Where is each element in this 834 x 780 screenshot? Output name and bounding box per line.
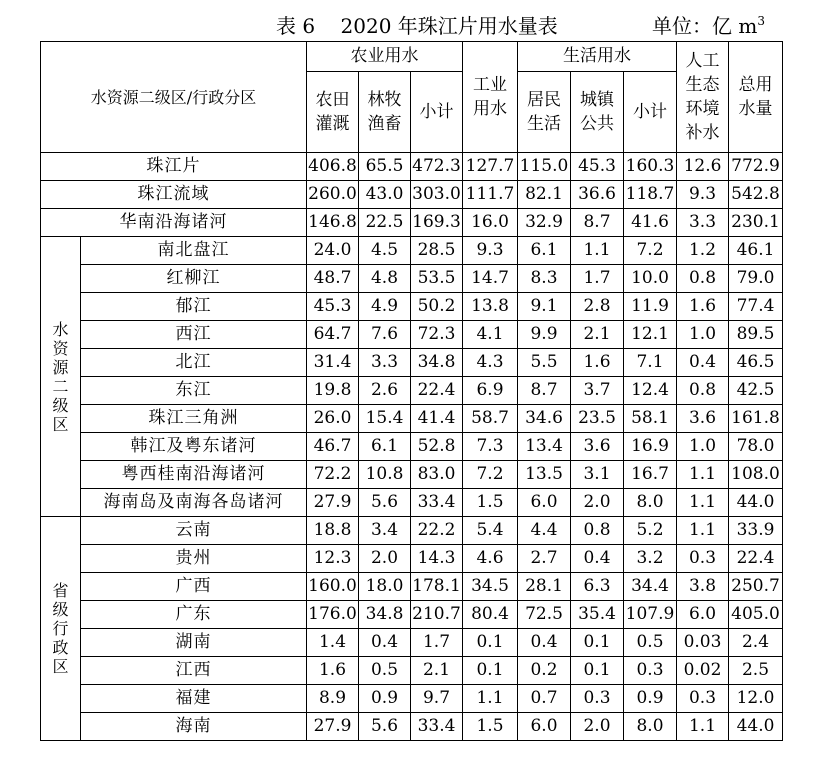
value-cell: 5.4 bbox=[463, 517, 518, 545]
value-cell: 4.5 bbox=[359, 237, 411, 265]
unit-label: 单位：亿 $m^3$ bbox=[652, 14, 765, 38]
value-cell: 16.0 bbox=[463, 209, 518, 237]
table-row bbox=[41, 657, 783, 685]
row-name: 广东 bbox=[81, 601, 307, 629]
value-cell: 45.3 bbox=[571, 153, 624, 181]
group-label-char: 资 bbox=[52, 338, 69, 358]
value-cell: 18.8 bbox=[307, 517, 359, 545]
value-cell: 11.9 bbox=[624, 293, 677, 321]
value-cell: 3.2 bbox=[624, 545, 677, 573]
header-line: 工业 bbox=[473, 75, 507, 95]
value-cell: 0.1 bbox=[571, 629, 624, 657]
header-line: 城镇 bbox=[580, 90, 614, 110]
value-cell: 1.2 bbox=[677, 237, 729, 265]
value-cell: 0.9 bbox=[359, 685, 411, 713]
value-cell: 80.4 bbox=[463, 601, 518, 629]
value-cell: 44.0 bbox=[729, 713, 783, 741]
value-cell: 44.0 bbox=[729, 489, 783, 517]
value-cell: 176.0 bbox=[307, 601, 359, 629]
value-cell: 4.1 bbox=[463, 321, 518, 349]
value-cell: 9.3 bbox=[677, 181, 729, 209]
table-row bbox=[41, 321, 783, 349]
row-name: 云南 bbox=[81, 517, 307, 545]
value-cell: 1.1 bbox=[677, 713, 729, 741]
group-label-char: 二 bbox=[52, 376, 69, 396]
value-cell: 5.6 bbox=[359, 713, 411, 741]
table-row bbox=[41, 405, 783, 433]
value-cell: 4.6 bbox=[463, 545, 518, 573]
value-cell: 6.0 bbox=[677, 601, 729, 629]
basin-group-label bbox=[41, 237, 81, 517]
value-cell: 77.4 bbox=[729, 293, 783, 321]
value-cell: 542.8 bbox=[729, 181, 783, 209]
agri-group-header: 农业用水 bbox=[307, 42, 463, 72]
value-cell: 16.7 bbox=[624, 461, 677, 489]
value-cell: 5.2 bbox=[624, 517, 677, 545]
row-name: 韩江及粤东诸河 bbox=[81, 433, 307, 461]
value-cell: 83.0 bbox=[411, 461, 463, 489]
row-name: 江西 bbox=[81, 657, 307, 685]
value-cell: 8.7 bbox=[518, 377, 571, 405]
header-line: 补水 bbox=[685, 123, 720, 143]
table-row bbox=[41, 265, 783, 293]
value-cell: 24.0 bbox=[307, 237, 359, 265]
value-cell: 1.0 bbox=[677, 321, 729, 349]
value-cell: 46.5 bbox=[729, 349, 783, 377]
value-cell: 42.5 bbox=[729, 377, 783, 405]
row-name: 东江 bbox=[81, 377, 307, 405]
value-cell: 6.0 bbox=[518, 713, 571, 741]
value-cell: 26.0 bbox=[307, 405, 359, 433]
value-cell: 2.0 bbox=[359, 545, 411, 573]
table-row bbox=[41, 545, 783, 573]
value-cell: 1.0 bbox=[677, 433, 729, 461]
value-cell: 13.5 bbox=[518, 461, 571, 489]
province-group-label bbox=[41, 517, 81, 741]
table-title: 表 6 2020 年珠江片用水量表 bbox=[276, 14, 558, 38]
value-cell: 12.3 bbox=[307, 545, 359, 573]
table-row bbox=[41, 573, 783, 601]
value-cell: 16.9 bbox=[624, 433, 677, 461]
value-cell: 35.4 bbox=[571, 601, 624, 629]
value-cell: 0.4 bbox=[518, 629, 571, 657]
value-cell: 3.7 bbox=[571, 377, 624, 405]
group-label-char: 级 bbox=[52, 600, 69, 619]
value-cell: 0.8 bbox=[571, 517, 624, 545]
value-cell: 472.3 bbox=[411, 153, 463, 181]
value-cell: 1.7 bbox=[571, 265, 624, 293]
value-cell: 41.4 bbox=[411, 405, 463, 433]
value-cell: 22.4 bbox=[729, 545, 783, 573]
value-cell: 34.6 bbox=[518, 405, 571, 433]
value-cell: 4.9 bbox=[359, 293, 411, 321]
value-cell: 46.7 bbox=[307, 433, 359, 461]
table-row bbox=[41, 685, 783, 713]
value-cell: 27.9 bbox=[307, 713, 359, 741]
row-name: 贵州 bbox=[81, 545, 307, 573]
group-label-char: 省 bbox=[52, 581, 69, 600]
value-cell: 161.8 bbox=[729, 405, 783, 433]
value-cell: 1.6 bbox=[677, 293, 729, 321]
value-cell: 2.1 bbox=[571, 321, 624, 349]
agri-subtotal-header: 小计 bbox=[411, 72, 463, 153]
value-cell: 14.7 bbox=[463, 265, 518, 293]
value-cell: 0.1 bbox=[463, 657, 518, 685]
value-cell: 14.3 bbox=[411, 545, 463, 573]
value-cell: 78.0 bbox=[729, 433, 783, 461]
value-cell: 2.5 bbox=[729, 657, 783, 685]
value-cell: 0.8 bbox=[677, 377, 729, 405]
header-line: 农田 bbox=[315, 90, 350, 110]
value-cell: 2.0 bbox=[571, 489, 624, 517]
value-cell: 34.5 bbox=[463, 573, 518, 601]
table-row bbox=[41, 153, 783, 181]
value-cell: 45.3 bbox=[307, 293, 359, 321]
value-cell: 2.0 bbox=[571, 713, 624, 741]
table-row bbox=[41, 461, 783, 489]
value-cell: 53.5 bbox=[411, 265, 463, 293]
value-cell: 82.1 bbox=[518, 181, 571, 209]
value-cell: 0.8 bbox=[677, 265, 729, 293]
total-header bbox=[729, 42, 783, 153]
value-cell: 89.5 bbox=[729, 321, 783, 349]
value-cell: 6.9 bbox=[463, 377, 518, 405]
header-line: 林牧 bbox=[367, 90, 402, 110]
row-name: 珠江三角洲 bbox=[81, 405, 307, 433]
value-cell: 0.02 bbox=[677, 657, 729, 685]
value-cell: 160.0 bbox=[307, 573, 359, 601]
value-cell: 48.7 bbox=[307, 265, 359, 293]
header-line: 环境 bbox=[685, 99, 720, 119]
value-cell: 0.1 bbox=[463, 629, 518, 657]
group-label-char: 政 bbox=[52, 638, 69, 657]
value-cell: 72.5 bbox=[518, 601, 571, 629]
value-cell: 250.7 bbox=[729, 573, 783, 601]
value-cell: 5.5 bbox=[518, 349, 571, 377]
value-cell: 9.7 bbox=[411, 685, 463, 713]
industry-header bbox=[463, 42, 518, 153]
value-cell: 0.3 bbox=[571, 685, 624, 713]
value-cell: 0.4 bbox=[677, 349, 729, 377]
group-label-char: 行 bbox=[52, 619, 69, 638]
value-cell: 41.6 bbox=[624, 209, 677, 237]
value-cell: 13.8 bbox=[463, 293, 518, 321]
value-cell: 108.0 bbox=[729, 461, 783, 489]
value-cell: 1.4 bbox=[307, 629, 359, 657]
eco-header bbox=[677, 42, 729, 153]
value-cell: 7.3 bbox=[463, 433, 518, 461]
row-name: 海南岛及南海各岛诸河 bbox=[81, 489, 307, 517]
table-row bbox=[41, 293, 783, 321]
value-cell: 33.9 bbox=[729, 517, 783, 545]
row-name: 湖南 bbox=[81, 629, 307, 657]
table-row bbox=[41, 209, 783, 237]
value-cell: 8.9 bbox=[307, 685, 359, 713]
value-cell: 64.7 bbox=[307, 321, 359, 349]
urban-header bbox=[571, 72, 624, 153]
value-cell: 36.6 bbox=[571, 181, 624, 209]
value-cell: 405.0 bbox=[729, 601, 783, 629]
resident-header bbox=[518, 72, 571, 153]
paddy-header bbox=[307, 72, 359, 153]
header-line: 人工 bbox=[685, 51, 720, 71]
value-cell: 12.4 bbox=[624, 377, 677, 405]
value-cell: 1.6 bbox=[307, 657, 359, 685]
table-row bbox=[41, 713, 783, 741]
header-line: 灌溉 bbox=[315, 114, 350, 134]
table-header bbox=[41, 42, 783, 153]
value-cell: 2.8 bbox=[571, 293, 624, 321]
value-cell: 18.0 bbox=[359, 573, 411, 601]
value-cell: 33.4 bbox=[411, 713, 463, 741]
value-cell: 1.1 bbox=[677, 517, 729, 545]
value-cell: 13.4 bbox=[518, 433, 571, 461]
value-cell: 4.8 bbox=[359, 265, 411, 293]
value-cell: 230.1 bbox=[729, 209, 783, 237]
value-cell: 3.6 bbox=[677, 405, 729, 433]
value-cell: 34.4 bbox=[624, 573, 677, 601]
row-name: 福建 bbox=[81, 685, 307, 713]
value-cell: 111.7 bbox=[463, 181, 518, 209]
value-cell: 22.5 bbox=[359, 209, 411, 237]
value-cell: 0.5 bbox=[359, 657, 411, 685]
value-cell: 0.1 bbox=[571, 657, 624, 685]
value-cell: 58.7 bbox=[463, 405, 518, 433]
value-cell: 169.3 bbox=[411, 209, 463, 237]
value-cell: 118.7 bbox=[624, 181, 677, 209]
header-line: 水量 bbox=[738, 99, 773, 119]
row-name: 北江 bbox=[81, 349, 307, 377]
table-row bbox=[41, 433, 783, 461]
row-name: 珠江流域 bbox=[41, 181, 307, 209]
table-body bbox=[41, 153, 783, 741]
value-cell: 0.4 bbox=[571, 545, 624, 573]
value-cell: 34.8 bbox=[411, 349, 463, 377]
value-cell: 406.8 bbox=[307, 153, 359, 181]
value-cell: 1.1 bbox=[571, 237, 624, 265]
row-name: 红柳江 bbox=[81, 265, 307, 293]
value-cell: 1.1 bbox=[463, 685, 518, 713]
value-cell: 2.7 bbox=[518, 545, 571, 573]
group-label-char: 源 bbox=[52, 357, 69, 377]
value-cell: 58.1 bbox=[624, 405, 677, 433]
value-cell: 7.2 bbox=[624, 237, 677, 265]
value-cell: 79.0 bbox=[729, 265, 783, 293]
value-cell: 0.7 bbox=[518, 685, 571, 713]
table-row bbox=[41, 349, 783, 377]
value-cell: 0.3 bbox=[677, 545, 729, 573]
value-cell: 6.0 bbox=[518, 489, 571, 517]
table-row bbox=[41, 629, 783, 657]
value-cell: 72.2 bbox=[307, 461, 359, 489]
value-cell: 8.0 bbox=[624, 489, 677, 517]
row-name: 华南沿海诸河 bbox=[41, 209, 307, 237]
value-cell: 772.9 bbox=[729, 153, 783, 181]
value-cell: 2.6 bbox=[359, 377, 411, 405]
header-line: 生活 bbox=[527, 114, 561, 134]
value-cell: 115.0 bbox=[518, 153, 571, 181]
value-cell: 43.0 bbox=[359, 181, 411, 209]
value-cell: 1.5 bbox=[463, 713, 518, 741]
value-cell: 6.1 bbox=[359, 433, 411, 461]
value-cell: 9.1 bbox=[518, 293, 571, 321]
value-cell: 1.1 bbox=[677, 461, 729, 489]
value-cell: 3.6 bbox=[571, 433, 624, 461]
value-cell: 4.3 bbox=[463, 349, 518, 377]
table-row bbox=[41, 181, 783, 209]
value-cell: 303.0 bbox=[411, 181, 463, 209]
value-cell: 7.1 bbox=[624, 349, 677, 377]
value-cell: 3.3 bbox=[677, 209, 729, 237]
value-cell: 7.6 bbox=[359, 321, 411, 349]
value-cell: 28.1 bbox=[518, 573, 571, 601]
value-cell: 22.2 bbox=[411, 517, 463, 545]
value-cell: 12.0 bbox=[729, 685, 783, 713]
value-cell: 72.3 bbox=[411, 321, 463, 349]
value-cell: 1.7 bbox=[411, 629, 463, 657]
value-cell: 3.1 bbox=[571, 461, 624, 489]
value-cell: 2.4 bbox=[729, 629, 783, 657]
value-cell: 12.1 bbox=[624, 321, 677, 349]
value-cell: 8.7 bbox=[571, 209, 624, 237]
value-cell: 0.4 bbox=[359, 629, 411, 657]
value-cell: 10.8 bbox=[359, 461, 411, 489]
value-cell: 50.2 bbox=[411, 293, 463, 321]
value-cell: 1.5 bbox=[463, 489, 518, 517]
header-line: 生态 bbox=[685, 75, 720, 95]
life-group-header: 生活用水 bbox=[518, 42, 677, 72]
value-cell: 0.3 bbox=[624, 657, 677, 685]
value-cell: 31.4 bbox=[307, 349, 359, 377]
value-cell: 5.6 bbox=[359, 489, 411, 517]
value-cell: 127.7 bbox=[463, 153, 518, 181]
value-cell: 12.6 bbox=[677, 153, 729, 181]
row-name: 西江 bbox=[81, 321, 307, 349]
row-name: 南北盘江 bbox=[81, 237, 307, 265]
value-cell: 33.4 bbox=[411, 489, 463, 517]
table-caption bbox=[0, 10, 834, 40]
group-label-char: 级 bbox=[52, 395, 69, 415]
value-cell: 3.4 bbox=[359, 517, 411, 545]
life-subtotal-header: 小计 bbox=[624, 72, 677, 153]
value-cell: 4.4 bbox=[518, 517, 571, 545]
value-cell: 0.2 bbox=[518, 657, 571, 685]
value-cell: 107.9 bbox=[624, 601, 677, 629]
value-cell: 9.3 bbox=[463, 237, 518, 265]
value-cell: 0.5 bbox=[624, 629, 677, 657]
header-line: 公共 bbox=[580, 114, 614, 134]
value-cell: 22.4 bbox=[411, 377, 463, 405]
value-cell: 1.6 bbox=[571, 349, 624, 377]
value-cell: 3.8 bbox=[677, 573, 729, 601]
value-cell: 65.5 bbox=[359, 153, 411, 181]
value-cell: 23.5 bbox=[571, 405, 624, 433]
value-cell: 7.2 bbox=[463, 461, 518, 489]
value-cell: 28.5 bbox=[411, 237, 463, 265]
value-cell: 210.7 bbox=[411, 601, 463, 629]
value-cell: 0.3 bbox=[677, 685, 729, 713]
table-row bbox=[41, 377, 783, 405]
header-line: 用水 bbox=[473, 99, 507, 119]
value-cell: 1.1 bbox=[677, 489, 729, 517]
row-name: 粤西桂南沿海诸河 bbox=[81, 461, 307, 489]
table-row bbox=[41, 237, 783, 265]
value-cell: 160.3 bbox=[624, 153, 677, 181]
value-cell: 46.1 bbox=[729, 237, 783, 265]
value-cell: 10.0 bbox=[624, 265, 677, 293]
value-cell: 0.03 bbox=[677, 629, 729, 657]
group-label-char: 区 bbox=[52, 657, 69, 676]
forest-header bbox=[359, 72, 411, 153]
value-cell: 8.0 bbox=[624, 713, 677, 741]
row-name: 海南 bbox=[81, 713, 307, 741]
group-label-char: 水 bbox=[52, 319, 69, 339]
water-use-table bbox=[40, 41, 783, 741]
table-row bbox=[41, 517, 783, 545]
value-cell: 6.1 bbox=[518, 237, 571, 265]
value-cell: 32.9 bbox=[518, 209, 571, 237]
region-column-header: 水资源二级区/行政分区 bbox=[41, 42, 307, 153]
value-cell: 27.9 bbox=[307, 489, 359, 517]
value-cell: 2.1 bbox=[411, 657, 463, 685]
value-cell: 8.3 bbox=[518, 265, 571, 293]
header-line: 居民 bbox=[527, 90, 561, 110]
table-row bbox=[41, 601, 783, 629]
row-name: 郁江 bbox=[81, 293, 307, 321]
table-row bbox=[41, 489, 783, 517]
value-cell: 15.4 bbox=[359, 405, 411, 433]
value-cell: 34.8 bbox=[359, 601, 411, 629]
value-cell: 3.3 bbox=[359, 349, 411, 377]
value-cell: 146.8 bbox=[307, 209, 359, 237]
value-cell: 19.8 bbox=[307, 377, 359, 405]
value-cell: 52.8 bbox=[411, 433, 463, 461]
row-name: 广西 bbox=[81, 573, 307, 601]
value-cell: 260.0 bbox=[307, 181, 359, 209]
row-name: 珠江片 bbox=[41, 153, 307, 181]
value-cell: 9.9 bbox=[518, 321, 571, 349]
value-cell: 6.3 bbox=[571, 573, 624, 601]
value-cell: 178.1 bbox=[411, 573, 463, 601]
header-line: 渔畜 bbox=[367, 114, 402, 134]
group-label-char: 区 bbox=[52, 414, 69, 434]
header-line: 总用 bbox=[738, 75, 773, 95]
value-cell: 0.9 bbox=[624, 685, 677, 713]
